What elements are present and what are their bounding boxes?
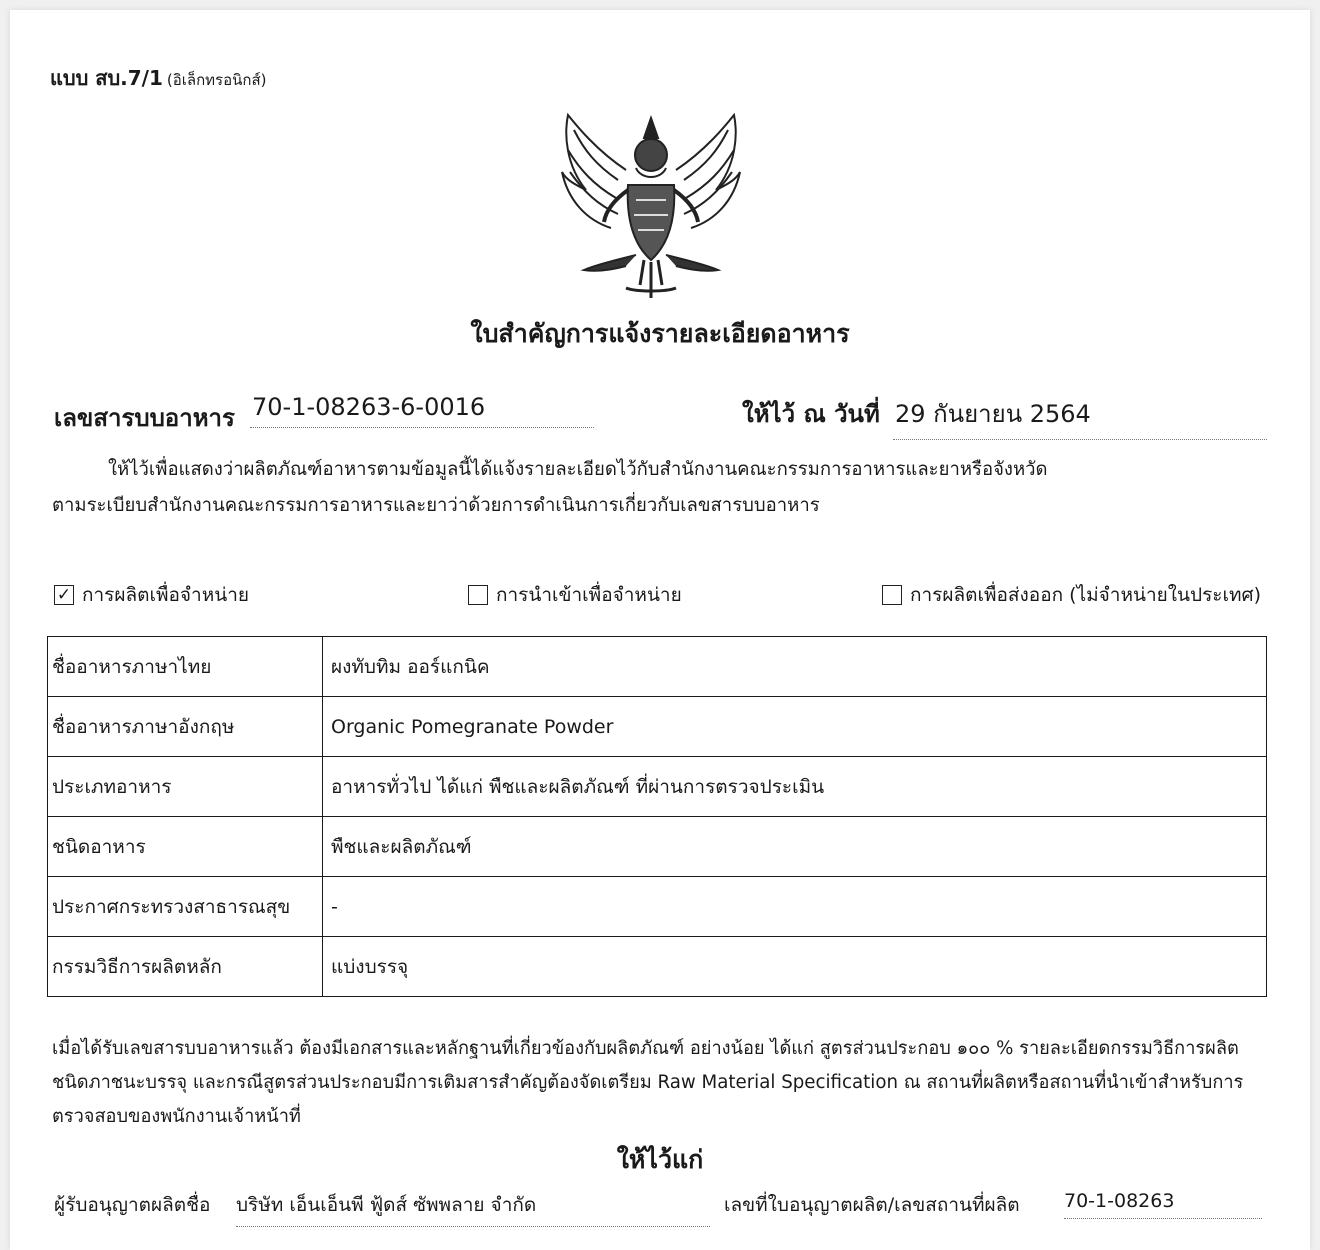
document-title: ใบสำคัญการแจ้งรายละเอียดอาหาร xyxy=(470,319,850,348)
garuda-emblem xyxy=(556,110,746,305)
checkbox-label: การผลิตเพื่อจำหน่าย xyxy=(82,584,250,606)
checkbox-export-production xyxy=(882,580,1261,610)
detail-value: ผงทับทิม ออร์แกนิค xyxy=(323,637,1267,697)
detail-value: Organic Pomegranate Powder xyxy=(323,697,1267,757)
detail-key: กรรมวิธีการผลิตหลัก xyxy=(48,937,323,997)
detail-key: ประเภทอาหาร xyxy=(48,757,323,817)
requirements-notice: เมื่อได้รับเลขสารบบอาหารแล้ว ต้องมีเอกสารและหลักฐานที่เกี่ยวข้องกับผลิตภัณฑ์ อย่างน้อย ได้แก่ สูตรส่วนประกอบ ๑๐๐ % รายละเอียดกรรมวิธีการผลิต ชนิดภาชนะบรรจุ และกรณีสูตรส่วนประกอบมีการเติมสารสำคัญต้องจัดเตรียม Raw Material Specification ณ สถานที่ผลิตหรือสถานที่นำเข้าสำหรับการตรวจสอบของพนักงานเจ้าหน้าที่ xyxy=(52,1038,1244,1127)
grantee-heading: ให้ไว้แก่ xyxy=(616,1145,704,1174)
checkbox-unchecked-icon xyxy=(468,585,488,605)
issue-date-label: ให้ไว้ ณ วันที่ xyxy=(742,400,880,428)
detail-key: ชื่ออาหารภาษาไทย xyxy=(48,637,323,697)
detail-key: ชนิดอาหาร xyxy=(48,817,323,877)
license-number-value: 70-1-08263 xyxy=(1064,1190,1262,1219)
intro-line-2: ตามระเบียบสำนักงานคณะกรรมการอาหารและยาว่าด้วยการดำเนินการเกี่ยวกับเลขสารบบอาหาร xyxy=(52,495,820,516)
checkbox-import xyxy=(468,580,682,610)
checkbox-label: การนำเข้าเพื่อจำหน่าย xyxy=(496,584,682,606)
licensee-value: บริษัท เอ็นเอ็นพี ฟู้ดส์ ซัพพลาย จำกัด xyxy=(236,1190,710,1227)
table-row xyxy=(48,757,1267,817)
detail-value: พืชและผลิตภัณฑ์ xyxy=(323,817,1267,877)
checkbox-unchecked-icon xyxy=(882,585,902,605)
detail-value: แบ่งบรรจุ xyxy=(323,937,1267,997)
intro-paragraph xyxy=(52,452,1267,524)
form-code-note: (อิเล็กทรอนิกส์) xyxy=(166,71,267,89)
detail-value: อาหารทั่วไป ได้แก่ พืชและผลิตภัณฑ์ ที่ผ่านการตรวจประเมิน xyxy=(323,757,1267,817)
table-row xyxy=(48,637,1267,697)
food-details-table xyxy=(47,636,1267,997)
table-row xyxy=(48,937,1267,997)
checkbox-checked-icon: ✓ xyxy=(54,585,74,605)
table-row xyxy=(48,877,1267,937)
intro-line-1: ให้ไว้เพื่อแสดงว่าผลิตภัณฑ์อาหารตามข้อมูลนี้ได้แจ้งรายละเอียดไว้กับสำนักงานคณะกรรมการอาหารและยาหรือจังหวัด xyxy=(108,459,1048,480)
detail-value: - xyxy=(323,877,1267,937)
detail-key: ชื่ออาหารภาษาอังกฤษ xyxy=(48,697,323,757)
checkbox-label: การผลิตเพื่อส่งออก (ไม่จำหน่ายในประเทศ) xyxy=(910,584,1261,606)
license-number-label: เลขที่ใบอนุญาตผลิต/เลขสถานที่ผลิต xyxy=(724,1194,1020,1216)
licensee-label: ผู้รับอนุญาตผลิตชื่อ xyxy=(54,1194,211,1216)
food-serial-label: เลขสารบบอาหาร xyxy=(54,404,235,432)
detail-key: ประกาศกระทรวงสาธารณสุข xyxy=(48,877,323,937)
issue-date-value: 29 กันยายน 2564 xyxy=(893,394,1267,440)
table-row xyxy=(48,697,1267,757)
food-serial-value: 70-1-08263-6-0016 xyxy=(250,393,594,428)
table-row xyxy=(48,817,1267,877)
checkbox-domestic-production xyxy=(54,580,249,610)
form-code-text: แบบ สบ.7/1 xyxy=(50,66,163,90)
form-code xyxy=(50,62,266,94)
